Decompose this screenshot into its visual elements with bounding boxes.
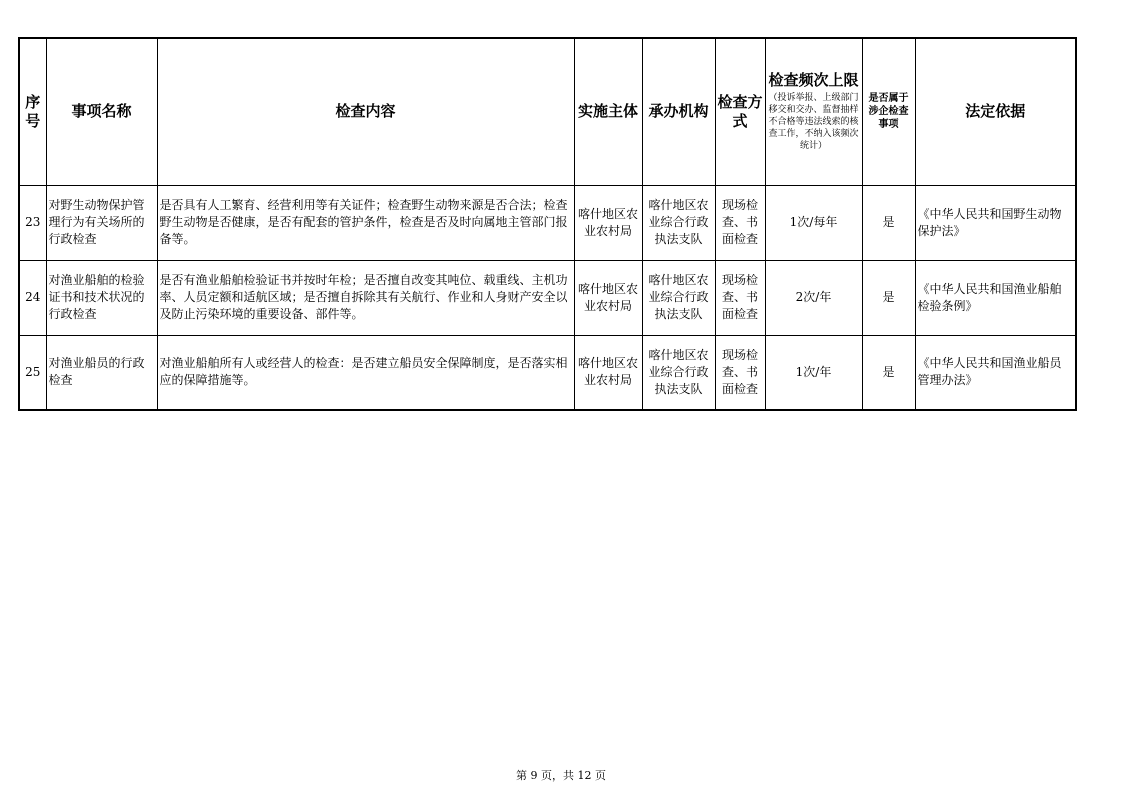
cell-item-name: 对渔业船舶的检验证书和技术状况的行政检查 <box>46 260 157 335</box>
cell-handling-agency: 喀什地区农业综合行政执法支队 <box>642 260 715 335</box>
cell-item-name: 对渔业船员的行政检查 <box>46 335 157 410</box>
cell-enterprise-related: 是 <box>862 185 915 260</box>
header-inspection-method: 检查方式 <box>715 38 765 185</box>
header-inspection-content: 检查内容 <box>157 38 574 185</box>
table-row <box>19 335 1076 410</box>
cell-inspection-method: 现场检查、书面检查 <box>715 260 765 335</box>
table-row <box>19 260 1076 335</box>
cell-frequency: 1次/年 <box>765 335 862 410</box>
header-frequency-note: （投诉举报、上级部门移交和交办、监督抽样不合格等违法线索的核查工作，不纳入该频次统计） <box>768 93 859 152</box>
cell-inspection-content: 对渔业船舶所有人或经营人的检查：是否建立船员安全保障制度，是否落实相应的保障措施等。 <box>157 335 574 410</box>
header-frequency-title: 检查频次上限 <box>768 71 859 90</box>
cell-inspection-content: 是否有渔业船舶检验证书并按时年检；是否擅自改变其吨位、载重线、主机功率、人员定额和适航区域；是否擅自拆除其有关航行、作业和人身财产安全以及防止污染环境的重要设备、部件等。 <box>157 260 574 335</box>
cell-seq: 24 <box>19 260 46 335</box>
header-handling-agency: 承办机构 <box>642 38 715 185</box>
cell-inspection-content: 是否具有人工繁育、经营利用等有关证件；检查野生动物来源是否合法；检查野生动物是否健康，是否有配套的管护条件，检查是否及时向属地主管部门报备等。 <box>157 185 574 260</box>
cell-seq: 23 <box>19 185 46 260</box>
cell-handling-agency: 喀什地区农业综合行政执法支队 <box>642 335 715 410</box>
cell-legal-basis: 《中华人民共和国渔业船舶检验条例》 <box>915 260 1076 335</box>
cell-inspection-method: 现场检查、书面检查 <box>715 335 765 410</box>
page-number-footer: 第 9 页，共 12 页 <box>516 769 606 782</box>
cell-seq: 25 <box>19 335 46 410</box>
cell-implementing-body: 喀什地区农业农村局 <box>574 185 642 260</box>
cell-legal-basis: 《中华人民共和国野生动物保护法》 <box>915 185 1076 260</box>
table-header-row <box>19 38 1076 185</box>
inspection-items-table <box>18 37 1077 411</box>
header-implementing-body: 实施主体 <box>574 38 642 185</box>
cell-implementing-body: 喀什地区农业农村局 <box>574 335 642 410</box>
table-row <box>19 185 1076 260</box>
cell-enterprise-related: 是 <box>862 260 915 335</box>
header-seq: 序号 <box>19 38 46 185</box>
cell-inspection-method: 现场检查、书面检查 <box>715 185 765 260</box>
cell-implementing-body: 喀什地区农业农村局 <box>574 260 642 335</box>
cell-frequency: 2次/年 <box>765 260 862 335</box>
cell-handling-agency: 喀什地区农业综合行政执法支队 <box>642 185 715 260</box>
header-legal-basis: 法定依据 <box>915 38 1076 185</box>
cell-item-name: 对野生动物保护管理行为有关场所的行政检查 <box>46 185 157 260</box>
header-enterprise-related: 是否属于涉企检查事项 <box>862 38 915 185</box>
cell-frequency: 1次/每年 <box>765 185 862 260</box>
cell-enterprise-related: 是 <box>862 335 915 410</box>
header-frequency-limit <box>765 38 862 185</box>
header-item-name: 事项名称 <box>46 38 157 185</box>
cell-legal-basis: 《中华人民共和国渔业船员管理办法》 <box>915 335 1076 410</box>
